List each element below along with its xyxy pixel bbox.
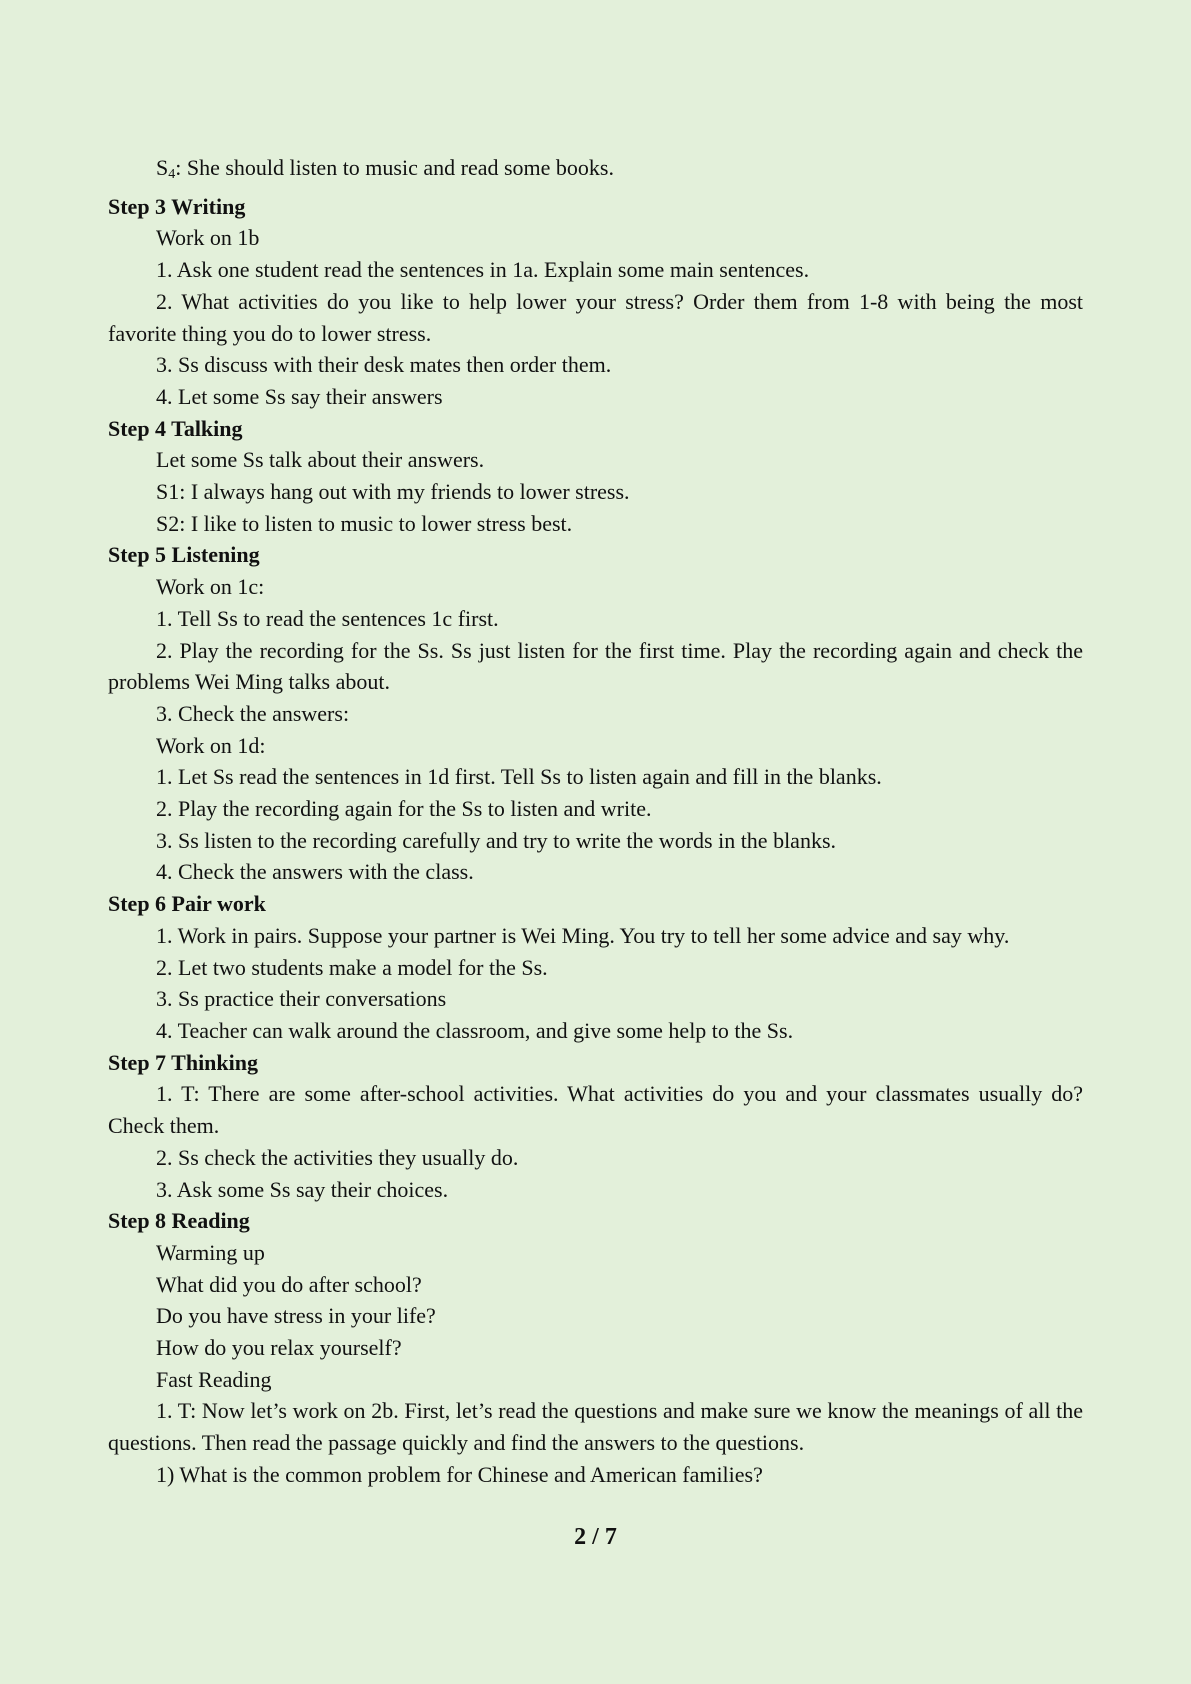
text-line: Warming up — [156, 1239, 265, 1265]
text-line: 3. Ss discuss with their desk mates then order them. — [156, 352, 612, 378]
step-heading: Step 3 Writing — [108, 193, 246, 219]
page-number: 2 / 7 — [574, 1524, 617, 1550]
dialogue-line — [108, 152, 1083, 191]
text-line: Fast Reading — [156, 1366, 272, 1392]
speaker-subscript: 4 — [168, 167, 176, 182]
text-line: Do you have stress in your life? — [156, 1303, 436, 1329]
text-line: What did you do after school? — [156, 1271, 422, 1297]
text-line: 1. Let Ss read the sentences in 1d first. Tell Ss to listen again and fill in the blanks. — [156, 764, 882, 790]
text-line: 4. Check the answers with the class. — [156, 859, 474, 885]
page-body — [108, 152, 1083, 1491]
text-line: Work on 1c: — [156, 574, 265, 600]
text-line: 3. Check the answers: — [156, 700, 350, 726]
paragraph: 2. Play the recording for the Ss. Ss just listen for the first time. Play the recording again and check the problems Wei Ming talks about. — [108, 637, 1083, 695]
paragraph: 1. Work in pairs. Suppose your partner is Wei Ming. You try to tell her some advice and say why. — [156, 922, 1010, 948]
text-line: Let some Ss talk about their answers. — [156, 447, 485, 473]
text-line: Work on 1d: — [156, 732, 266, 758]
step-heading: Step 5 Listening — [108, 542, 260, 568]
text-line: 1. Tell Ss to read the sentences 1c first. — [156, 605, 499, 631]
text-line: 1) What is the common problem for Chinese and American families? — [156, 1461, 763, 1487]
paragraph: 2. What activities do you like to help lower your stress? Order them from 1-8 with being the most favorite thing you do to lower stress. — [108, 288, 1083, 346]
text-line: 2. Let two students make a model for the Ss. — [156, 954, 548, 980]
paragraph: 1. T: Now let’s work on 2b. First, let’s read the questions and make sure we know the meanings of all the questions. Then read the passage quickly and find the answers to the questions. — [108, 1398, 1083, 1456]
text-line: 3. Ss listen to the recording carefully and try to write the words in the blanks. — [156, 827, 837, 853]
step-heading: Step 6 Pair work — [108, 891, 266, 917]
text-line: 2. Ss check the activities they usually do. — [156, 1144, 519, 1170]
dialogue-text: : She should listen to music and read some books. — [175, 155, 614, 180]
step-heading: Step 7 Thinking — [108, 1049, 259, 1075]
text-line: 3. Ask some Ss say their choices. — [156, 1176, 449, 1202]
text-line: S2: I like to listen to music to lower stress best. — [156, 510, 573, 536]
text-line: 4. Teacher can walk around the classroom, and give some help to the Ss. — [156, 1017, 794, 1043]
text-line: 2. Play the recording again for the Ss to listen and write. — [156, 796, 652, 822]
text-line: 4. Let some Ss say their answers — [156, 383, 443, 409]
step-heading: Step 8 Reading — [108, 1208, 250, 1234]
text-line: How do you relax yourself? — [156, 1335, 402, 1361]
paragraph: 1. T: There are some after-school activities. What activities do you and your classmates usually do? Check them. — [108, 1081, 1083, 1139]
text-line: Work on 1b — [156, 225, 260, 251]
text-line: 1. Ask one student read the sentences in 1a. Explain some main sentences. — [156, 257, 810, 283]
text-line: 3. Ss practice their conversations — [156, 986, 447, 1012]
text-line: S1: I always hang out with my friends to lower stress. — [156, 479, 630, 505]
step-heading: Step 4 Talking — [108, 415, 243, 441]
speaker-label: S — [156, 155, 169, 180]
